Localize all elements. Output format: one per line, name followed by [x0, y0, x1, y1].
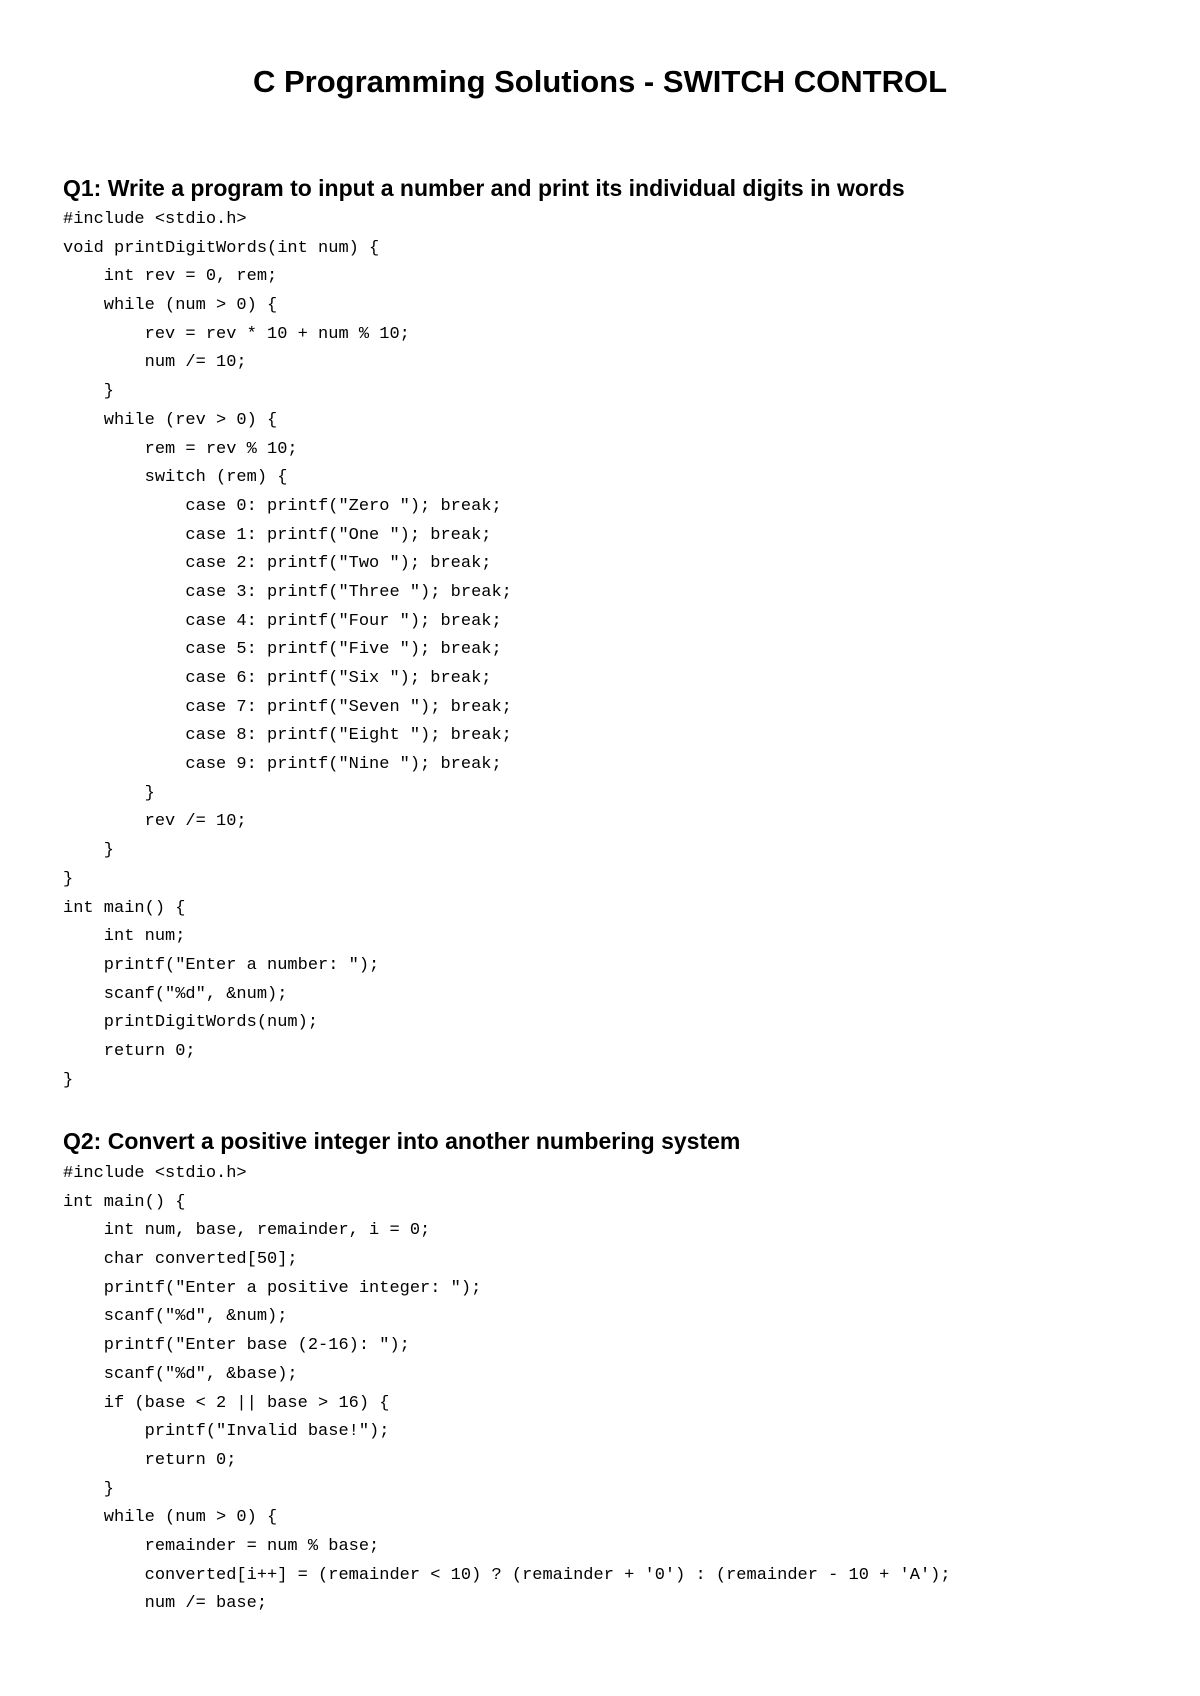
code-line: int num, base, remainder, i = 0;: [63, 1221, 431, 1241]
code-line: case 6: printf("Six "); break;: [63, 669, 492, 688]
code-line: case 8: printf("Eight "); break;: [63, 726, 512, 746]
code-line: while (num > 0) {: [63, 296, 278, 316]
code-line: num /= base;: [63, 1594, 268, 1614]
code-line: printDigitWords(num);: [63, 1013, 319, 1033]
code-line: printf("Invalid base!");: [63, 1422, 390, 1442]
code-line: remainder = num % base;: [63, 1536, 380, 1556]
code-line: }: [63, 1479, 115, 1499]
code-line: return 0;: [63, 1450, 237, 1470]
code-line: if (base < 2 || base > 16) {: [63, 1393, 390, 1413]
code-line: case 4: printf("Four "); break;: [63, 611, 502, 631]
code-line: num /= 10;: [63, 353, 247, 373]
code-line: scanf("%d", &num);: [63, 1307, 288, 1327]
code-line: rev = rev * 10 + num % 10;: [63, 324, 410, 344]
code-line: }: [63, 382, 115, 402]
code-line: #include <stdio.h>: [63, 210, 247, 229]
code-line: case 9: printf("Nine "); break;: [63, 755, 502, 775]
code-line: printf("Enter a number: ");: [63, 955, 380, 975]
code-line: }: [63, 783, 155, 803]
code-line: switch (rem) {: [63, 468, 288, 488]
code-line: }: [63, 841, 115, 861]
code-line: while (rev > 0) {: [63, 410, 278, 430]
code-line: }: [63, 869, 74, 889]
code-line: case 2: printf("Two "); break;: [63, 554, 492, 574]
code-line: case 5: printf("Five "); break;: [63, 640, 502, 660]
code-line: scanf("%d", &base);: [63, 1364, 298, 1384]
code-line: case 0: printf("Zero "); break;: [63, 496, 502, 516]
code-line: rem = rev % 10;: [63, 439, 298, 459]
code-line: int main() {: [63, 898, 186, 918]
code-line: int num;: [63, 927, 186, 947]
code-line: scanf("%d", &num);: [63, 984, 288, 1004]
document-title: C Programming Solutions - SWITCH CONTROL: [252, 64, 948, 99]
code-line: case 1: printf("One "); break;: [63, 525, 492, 545]
code-line: printf("Enter a positive integer: ");: [63, 1278, 482, 1298]
code-line: int main() {: [63, 1192, 186, 1212]
code-line: return 0;: [63, 1041, 196, 1061]
code-line: printf("Enter base (2-16): ");: [63, 1336, 410, 1356]
code-line: int rev = 0, rem;: [63, 267, 278, 287]
code-line: char converted[50];: [63, 1250, 298, 1270]
code-line: converted[i++] = (remainder < 10) ? (remainder + '0') : (remainder - 10 + 'A');: [63, 1565, 951, 1585]
question-1-heading: Q1: Write a program to input a number and print its individual digits in words: [63, 175, 905, 201]
question-2-heading: Q2: Convert a positive integer into another numbering system: [63, 1128, 741, 1154]
code-line: case 3: printf("Three "); break;: [63, 582, 512, 602]
question-2-code-block: [63, 1160, 951, 1619]
code-line: rev /= 10;: [63, 812, 247, 832]
code-line: }: [63, 1070, 74, 1090]
question-1-code-block: [63, 206, 512, 1095]
code-line: void printDigitWords(int num) {: [63, 238, 380, 258]
code-line: while (num > 0) {: [63, 1508, 278, 1528]
code-line: case 7: printf("Seven "); break;: [63, 697, 512, 717]
code-line: #include <stdio.h>: [63, 1164, 247, 1183]
